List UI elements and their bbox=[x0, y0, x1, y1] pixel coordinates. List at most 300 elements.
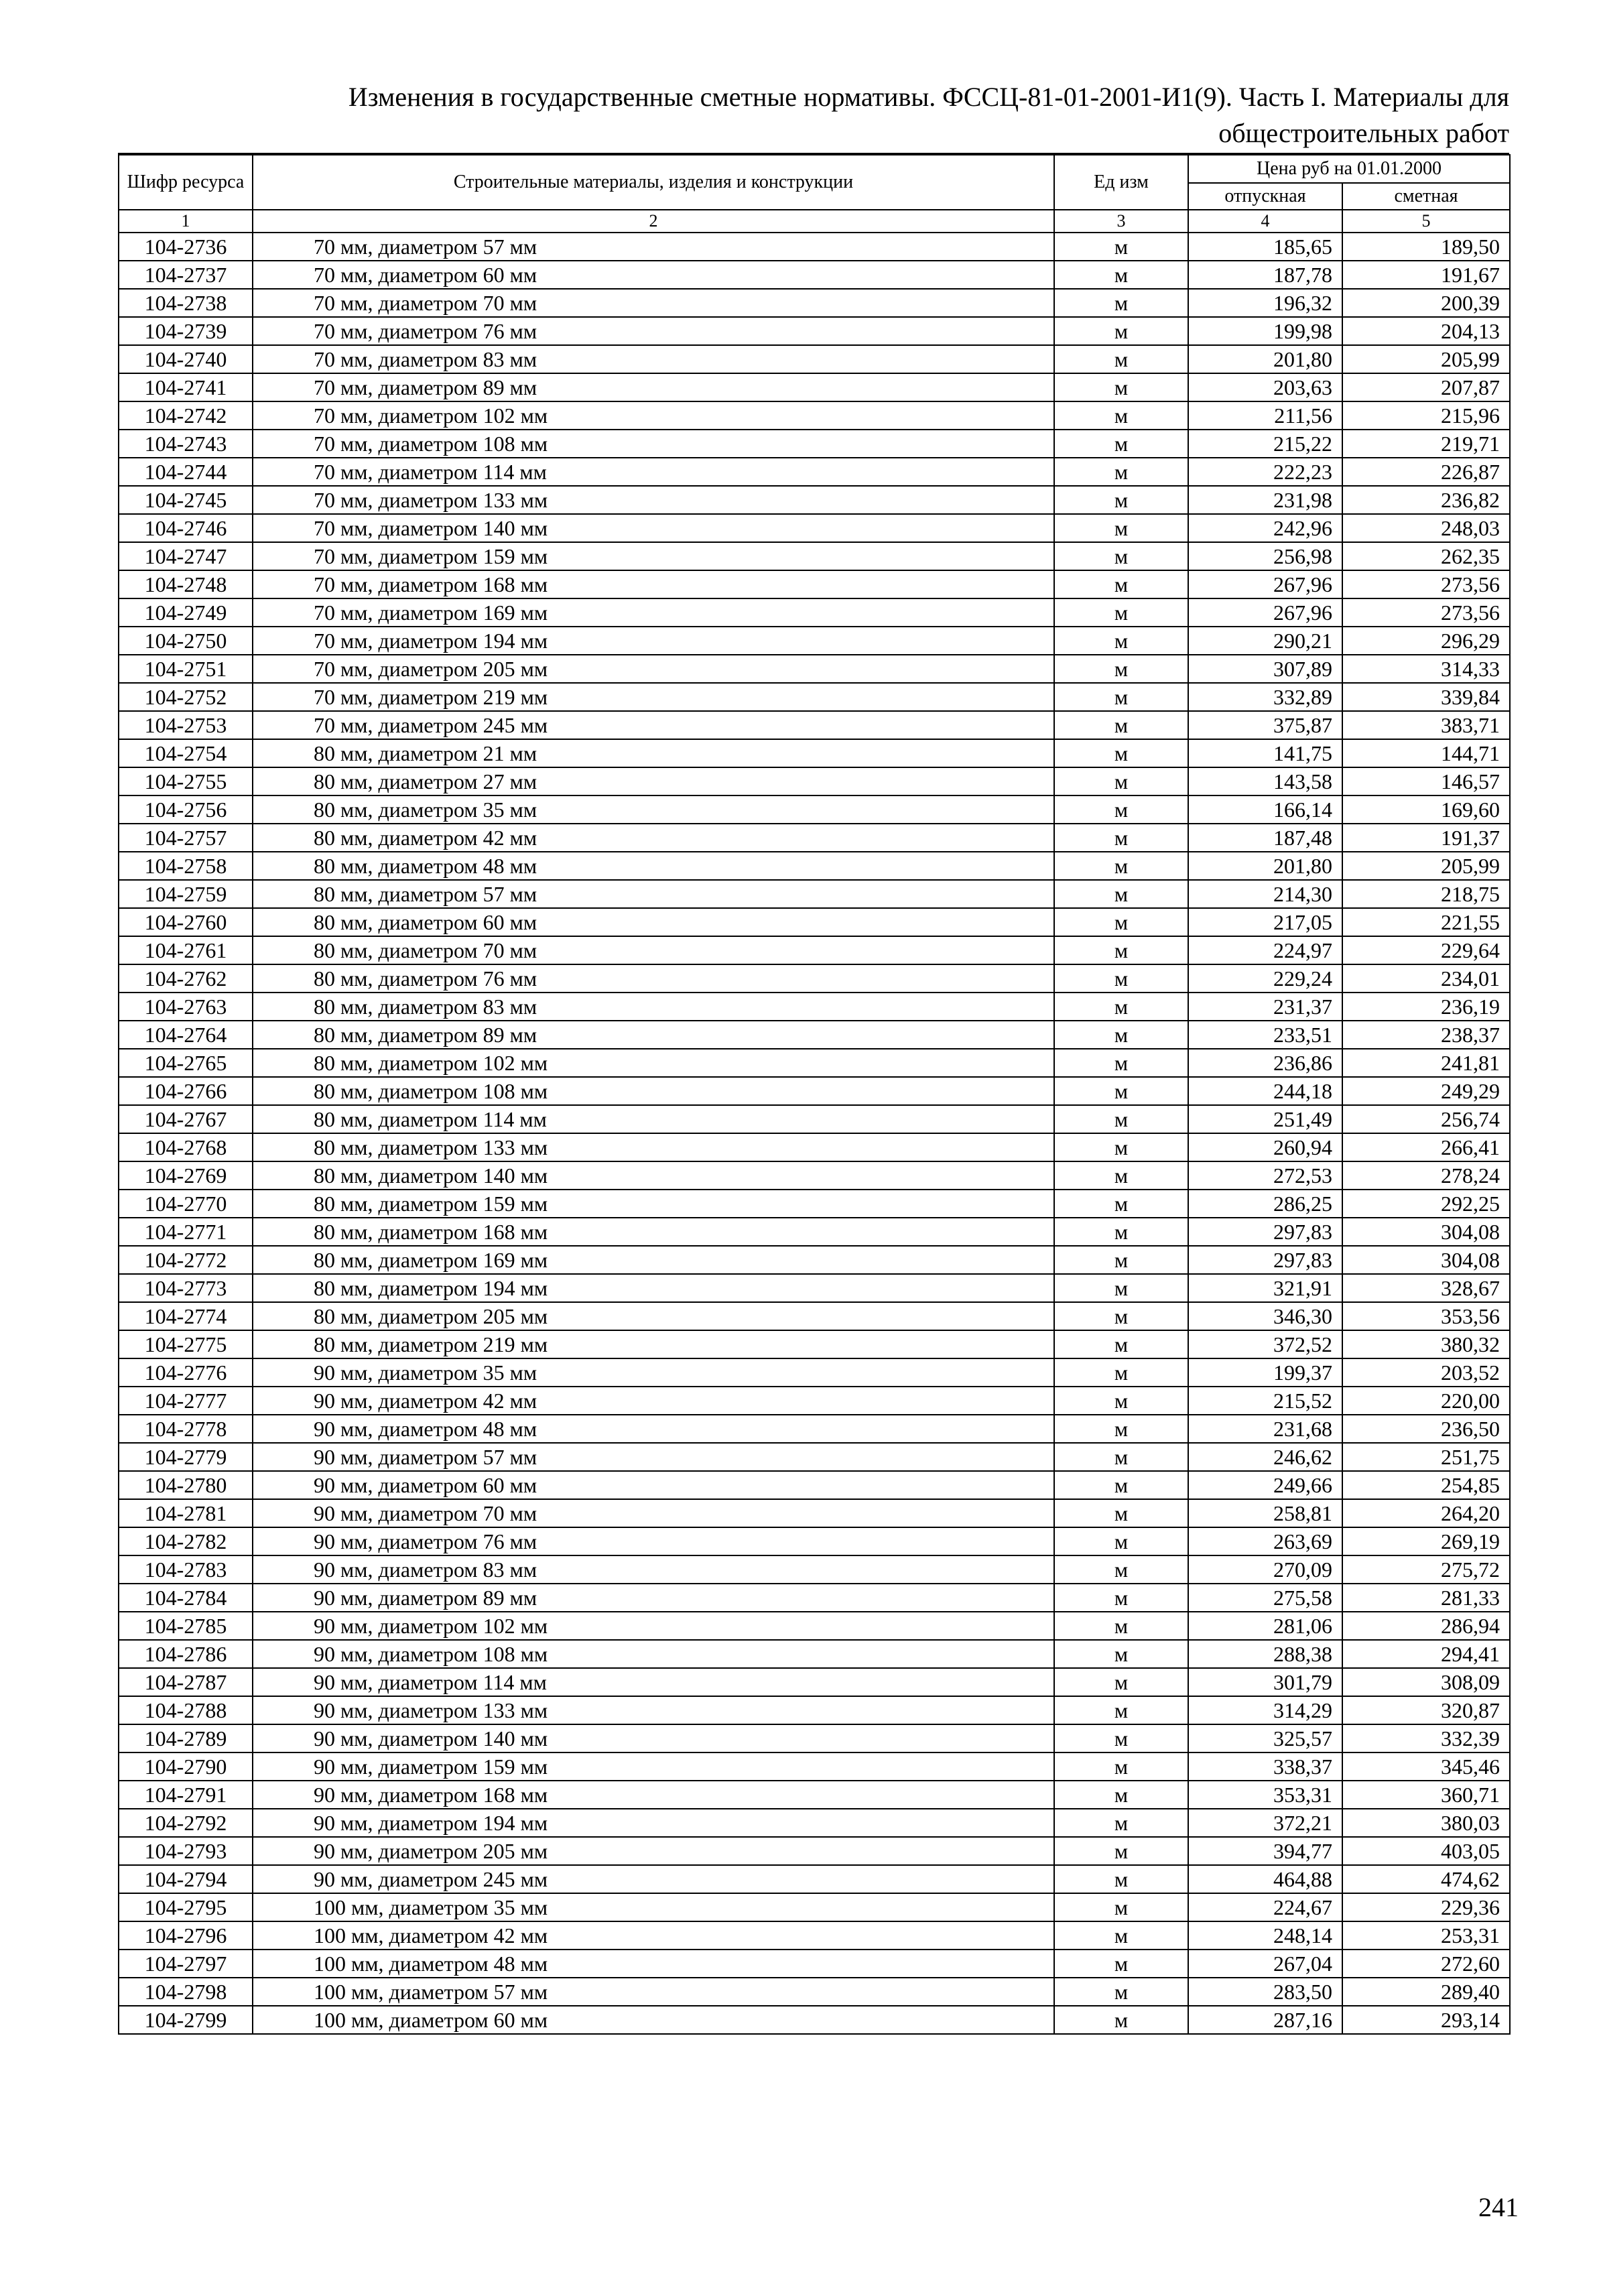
cell-release-price: 332,89 bbox=[1188, 683, 1342, 711]
cell-estimate-price: 234,01 bbox=[1342, 964, 1510, 993]
cell-estimate-price: 236,82 bbox=[1342, 486, 1510, 514]
table-row bbox=[119, 289, 1510, 317]
cell-name: 90 мм, диаметром 245 мм bbox=[253, 1865, 1054, 1893]
cell-code: 104-2773 bbox=[119, 1274, 253, 1302]
cell-unit: м bbox=[1054, 1921, 1188, 1950]
cell-release-price: 166,14 bbox=[1188, 795, 1342, 824]
column-header-release-price: отпускная bbox=[1188, 183, 1342, 210]
cell-code: 104-2751 bbox=[119, 655, 253, 683]
table-row bbox=[119, 1809, 1510, 1837]
cell-unit: м bbox=[1054, 1809, 1188, 1837]
cell-unit: м bbox=[1054, 1049, 1188, 1077]
cell-release-price: 246,62 bbox=[1188, 1443, 1342, 1471]
cell-unit: м bbox=[1054, 1246, 1188, 1274]
cell-estimate-price: 249,29 bbox=[1342, 1077, 1510, 1105]
cell-unit: м bbox=[1054, 1077, 1188, 1105]
cell-name: 90 мм, диаметром 133 мм bbox=[253, 1696, 1054, 1724]
cell-estimate-price: 272,60 bbox=[1342, 1950, 1510, 1978]
cell-code: 104-2775 bbox=[119, 1330, 253, 1358]
cell-unit: м bbox=[1054, 936, 1188, 964]
cell-code: 104-2759 bbox=[119, 880, 253, 908]
cell-release-price: 281,06 bbox=[1188, 1612, 1342, 1640]
cell-name: 90 мм, диаметром 102 мм bbox=[253, 1612, 1054, 1640]
cell-code: 104-2797 bbox=[119, 1950, 253, 1978]
cell-unit: м bbox=[1054, 1978, 1188, 2006]
cell-estimate-price: 251,75 bbox=[1342, 1443, 1510, 1471]
cell-name: 70 мм, диаметром 70 мм bbox=[253, 289, 1054, 317]
cell-code: 104-2746 bbox=[119, 514, 253, 542]
cell-name: 70 мм, диаметром 168 мм bbox=[253, 570, 1054, 598]
cell-estimate-price: 264,20 bbox=[1342, 1499, 1510, 1527]
cell-name: 70 мм, диаметром 108 мм bbox=[253, 430, 1054, 458]
table-row bbox=[119, 1330, 1510, 1358]
cell-unit: м bbox=[1054, 993, 1188, 1021]
cell-code: 104-2792 bbox=[119, 1809, 253, 1837]
cell-name: 70 мм, диаметром 133 мм bbox=[253, 486, 1054, 514]
cell-estimate-price: 339,84 bbox=[1342, 683, 1510, 711]
cell-release-price: 196,32 bbox=[1188, 289, 1342, 317]
cell-code: 104-2791 bbox=[119, 1781, 253, 1809]
cell-unit: м bbox=[1054, 1161, 1188, 1190]
cell-code: 104-2742 bbox=[119, 401, 253, 430]
cell-name: 70 мм, диаметром 89 мм bbox=[253, 373, 1054, 401]
cell-release-price: 242,96 bbox=[1188, 514, 1342, 542]
cell-code: 104-2747 bbox=[119, 542, 253, 570]
table-row bbox=[119, 1218, 1510, 1246]
cell-code: 104-2796 bbox=[119, 1921, 253, 1950]
cell-name: 70 мм, диаметром 159 мм bbox=[253, 542, 1054, 570]
cell-estimate-price: 275,72 bbox=[1342, 1555, 1510, 1584]
cell-unit: м bbox=[1054, 1696, 1188, 1724]
cell-code: 104-2768 bbox=[119, 1133, 253, 1161]
cell-code: 104-2793 bbox=[119, 1837, 253, 1865]
cell-unit: м bbox=[1054, 1499, 1188, 1527]
cell-unit: м bbox=[1054, 1752, 1188, 1781]
column-number-1: 1 bbox=[119, 210, 253, 233]
cell-release-price: 249,66 bbox=[1188, 1471, 1342, 1499]
table-row bbox=[119, 1190, 1510, 1218]
cell-estimate-price: 273,56 bbox=[1342, 598, 1510, 627]
cell-unit: м bbox=[1054, 345, 1188, 373]
cell-name: 80 мм, диаметром 108 мм bbox=[253, 1077, 1054, 1105]
cell-name: 80 мм, диаметром 21 мм bbox=[253, 739, 1054, 767]
cell-unit: м bbox=[1054, 1837, 1188, 1865]
cell-code: 104-2798 bbox=[119, 1978, 253, 2006]
cell-code: 104-2741 bbox=[119, 373, 253, 401]
table-row bbox=[119, 627, 1510, 655]
cell-release-price: 267,04 bbox=[1188, 1950, 1342, 1978]
table-row bbox=[119, 852, 1510, 880]
cell-estimate-price: 262,35 bbox=[1342, 542, 1510, 570]
table-row bbox=[119, 1837, 1510, 1865]
table-row bbox=[119, 655, 1510, 683]
column-header-code: Шифр ресурса bbox=[119, 155, 253, 210]
cell-code: 104-2743 bbox=[119, 430, 253, 458]
cell-name: 70 мм, диаметром 169 мм bbox=[253, 598, 1054, 627]
cell-unit: м bbox=[1054, 1387, 1188, 1415]
table-row bbox=[119, 1415, 1510, 1443]
table-row bbox=[119, 1358, 1510, 1387]
table-row bbox=[119, 739, 1510, 767]
cell-code: 104-2789 bbox=[119, 1724, 253, 1752]
cell-release-price: 233,51 bbox=[1188, 1021, 1342, 1049]
table-row bbox=[119, 261, 1510, 289]
cell-code: 104-2779 bbox=[119, 1443, 253, 1471]
cell-code: 104-2780 bbox=[119, 1471, 253, 1499]
cell-estimate-price: 219,71 bbox=[1342, 430, 1510, 458]
table-row bbox=[119, 1584, 1510, 1612]
cell-name: 90 мм, диаметром 76 мм bbox=[253, 1527, 1054, 1555]
table-row bbox=[119, 514, 1510, 542]
table-row bbox=[119, 1499, 1510, 1527]
table-row bbox=[119, 430, 1510, 458]
cell-estimate-price: 281,33 bbox=[1342, 1584, 1510, 1612]
cell-unit: м bbox=[1054, 880, 1188, 908]
cell-estimate-price: 286,94 bbox=[1342, 1612, 1510, 1640]
table-row bbox=[119, 458, 1510, 486]
table-row bbox=[119, 373, 1510, 401]
cell-unit: м bbox=[1054, 289, 1188, 317]
cell-code: 104-2757 bbox=[119, 824, 253, 852]
cell-estimate-price: 236,19 bbox=[1342, 993, 1510, 1021]
cell-release-price: 236,86 bbox=[1188, 1049, 1342, 1077]
cell-estimate-price: 332,39 bbox=[1342, 1724, 1510, 1752]
table-row bbox=[119, 711, 1510, 739]
cell-estimate-price: 207,87 bbox=[1342, 373, 1510, 401]
cell-release-price: 199,98 bbox=[1188, 317, 1342, 345]
cell-estimate-price: 360,71 bbox=[1342, 1781, 1510, 1809]
cell-unit: м bbox=[1054, 514, 1188, 542]
cell-release-price: 141,75 bbox=[1188, 739, 1342, 767]
cell-release-price: 185,65 bbox=[1188, 233, 1342, 261]
table-row bbox=[119, 993, 1510, 1021]
cell-unit: м bbox=[1054, 683, 1188, 711]
cell-code: 104-2765 bbox=[119, 1049, 253, 1077]
cell-code: 104-2750 bbox=[119, 627, 253, 655]
cell-code: 104-2794 bbox=[119, 1865, 253, 1893]
cell-estimate-price: 205,99 bbox=[1342, 345, 1510, 373]
cell-name: 70 мм, диаметром 83 мм bbox=[253, 345, 1054, 373]
cell-unit: м bbox=[1054, 1781, 1188, 1809]
cell-estimate-price: 191,67 bbox=[1342, 261, 1510, 289]
table-row bbox=[119, 1781, 1510, 1809]
cell-code: 104-2763 bbox=[119, 993, 253, 1021]
cell-name: 80 мм, диаметром 60 мм bbox=[253, 908, 1054, 936]
cell-code: 104-2788 bbox=[119, 1696, 253, 1724]
cell-code: 104-2745 bbox=[119, 486, 253, 514]
table-row bbox=[119, 542, 1510, 570]
table-row bbox=[119, 598, 1510, 627]
cell-estimate-price: 226,87 bbox=[1342, 458, 1510, 486]
cell-name: 90 мм, диаметром 114 мм bbox=[253, 1668, 1054, 1696]
table-row bbox=[119, 1246, 1510, 1274]
cell-unit: м bbox=[1054, 1218, 1188, 1246]
table-row bbox=[119, 880, 1510, 908]
cell-release-price: 211,56 bbox=[1188, 401, 1342, 430]
cell-release-price: 346,30 bbox=[1188, 1302, 1342, 1330]
cell-name: 80 мм, диаметром 114 мм bbox=[253, 1105, 1054, 1133]
cell-name: 70 мм, диаметром 219 мм bbox=[253, 683, 1054, 711]
cell-unit: м bbox=[1054, 1133, 1188, 1161]
table-row bbox=[119, 1527, 1510, 1555]
cell-estimate-price: 144,71 bbox=[1342, 739, 1510, 767]
cell-code: 104-2770 bbox=[119, 1190, 253, 1218]
table-row bbox=[119, 1724, 1510, 1752]
table-row bbox=[119, 1950, 1510, 1978]
cell-code: 104-2769 bbox=[119, 1161, 253, 1190]
cell-estimate-price: 238,37 bbox=[1342, 1021, 1510, 1049]
cell-estimate-price: 294,41 bbox=[1342, 1640, 1510, 1668]
cell-unit: м bbox=[1054, 1471, 1188, 1499]
cell-code: 104-2776 bbox=[119, 1358, 253, 1387]
cell-name: 100 мм, диаметром 42 мм bbox=[253, 1921, 1054, 1950]
cell-unit: м bbox=[1054, 767, 1188, 795]
cell-name: 70 мм, диаметром 114 мм bbox=[253, 458, 1054, 486]
cell-release-price: 307,89 bbox=[1188, 655, 1342, 683]
cell-name: 80 мм, диаметром 102 мм bbox=[253, 1049, 1054, 1077]
cell-name: 80 мм, диаметром 194 мм bbox=[253, 1274, 1054, 1302]
cell-release-price: 283,50 bbox=[1188, 1978, 1342, 2006]
cell-name: 80 мм, диаметром 76 мм bbox=[253, 964, 1054, 993]
cell-code: 104-2783 bbox=[119, 1555, 253, 1584]
cell-release-price: 203,63 bbox=[1188, 373, 1342, 401]
table-row bbox=[119, 1274, 1510, 1302]
table-row bbox=[119, 1865, 1510, 1893]
cell-release-price: 288,38 bbox=[1188, 1640, 1342, 1668]
cell-estimate-price: 293,14 bbox=[1342, 2006, 1510, 2034]
column-number-3: 3 bbox=[1054, 210, 1188, 233]
cell-unit: м bbox=[1054, 261, 1188, 289]
cell-unit: м bbox=[1054, 430, 1188, 458]
cell-unit: м bbox=[1054, 1612, 1188, 1640]
cell-release-price: 214,30 bbox=[1188, 880, 1342, 908]
cell-name: 90 мм, диаметром 83 мм bbox=[253, 1555, 1054, 1584]
cell-unit: м bbox=[1054, 401, 1188, 430]
cell-code: 104-2782 bbox=[119, 1527, 253, 1555]
cell-name: 100 мм, диаметром 48 мм bbox=[253, 1950, 1054, 1978]
cell-estimate-price: 256,74 bbox=[1342, 1105, 1510, 1133]
cell-code: 104-2767 bbox=[119, 1105, 253, 1133]
cell-unit: м bbox=[1054, 1950, 1188, 1978]
cell-unit: м bbox=[1054, 627, 1188, 655]
table-row bbox=[119, 1105, 1510, 1133]
cell-code: 104-2749 bbox=[119, 598, 253, 627]
cell-release-price: 267,96 bbox=[1188, 598, 1342, 627]
cell-name: 100 мм, диаметром 60 мм bbox=[253, 2006, 1054, 2034]
cell-estimate-price: 200,39 bbox=[1342, 289, 1510, 317]
cell-name: 80 мм, диаметром 168 мм bbox=[253, 1218, 1054, 1246]
cell-release-price: 338,37 bbox=[1188, 1752, 1342, 1781]
cell-name: 90 мм, диаметром 57 мм bbox=[253, 1443, 1054, 1471]
cell-name: 90 мм, диаметром 159 мм bbox=[253, 1752, 1054, 1781]
cell-estimate-price: 248,03 bbox=[1342, 514, 1510, 542]
cell-estimate-price: 203,52 bbox=[1342, 1358, 1510, 1387]
cell-release-price: 286,25 bbox=[1188, 1190, 1342, 1218]
cell-code: 104-2736 bbox=[119, 233, 253, 261]
cell-estimate-price: 229,64 bbox=[1342, 936, 1510, 964]
cell-code: 104-2762 bbox=[119, 964, 253, 993]
cell-name: 90 мм, диаметром 48 мм bbox=[253, 1415, 1054, 1443]
cell-name: 70 мм, диаметром 60 мм bbox=[253, 261, 1054, 289]
cell-estimate-price: 215,96 bbox=[1342, 401, 1510, 430]
cell-code: 104-2740 bbox=[119, 345, 253, 373]
cell-estimate-price: 169,60 bbox=[1342, 795, 1510, 824]
column-header-name: Строительные материалы, изделия и конструкции bbox=[253, 155, 1054, 210]
cell-name: 80 мм, диаметром 205 мм bbox=[253, 1302, 1054, 1330]
cell-name: 80 мм, диаметром 159 мм bbox=[253, 1190, 1054, 1218]
cell-unit: м bbox=[1054, 1105, 1188, 1133]
cell-code: 104-2778 bbox=[119, 1415, 253, 1443]
cell-code: 104-2752 bbox=[119, 683, 253, 711]
cell-name: 80 мм, диаметром 70 мм bbox=[253, 936, 1054, 964]
table-row bbox=[119, 1978, 1510, 2006]
table-row bbox=[119, 1640, 1510, 1668]
column-header-unit: Ед изм bbox=[1054, 155, 1188, 210]
cell-release-price: 353,31 bbox=[1188, 1781, 1342, 1809]
cell-release-price: 464,88 bbox=[1188, 1865, 1342, 1893]
cell-name: 80 мм, диаметром 169 мм bbox=[253, 1246, 1054, 1274]
table-row bbox=[119, 964, 1510, 993]
cell-release-price: 215,22 bbox=[1188, 430, 1342, 458]
cell-estimate-price: 304,08 bbox=[1342, 1246, 1510, 1274]
table-row bbox=[119, 908, 1510, 936]
cell-release-price: 321,91 bbox=[1188, 1274, 1342, 1302]
cell-release-price: 244,18 bbox=[1188, 1077, 1342, 1105]
cell-unit: м bbox=[1054, 852, 1188, 880]
cell-code: 104-2771 bbox=[119, 1218, 253, 1246]
cell-unit: м bbox=[1054, 1274, 1188, 1302]
table-row bbox=[119, 1049, 1510, 1077]
cell-release-price: 258,81 bbox=[1188, 1499, 1342, 1527]
cell-unit: м bbox=[1054, 1190, 1188, 1218]
table-row bbox=[119, 233, 1510, 261]
cell-code: 104-2761 bbox=[119, 936, 253, 964]
cell-release-price: 143,58 bbox=[1188, 767, 1342, 795]
cell-estimate-price: 229,36 bbox=[1342, 1893, 1510, 1921]
cell-unit: м bbox=[1054, 1724, 1188, 1752]
cell-name: 90 мм, диаметром 168 мм bbox=[253, 1781, 1054, 1809]
cell-name: 70 мм, диаметром 245 мм bbox=[253, 711, 1054, 739]
cell-name: 70 мм, диаметром 194 мм bbox=[253, 627, 1054, 655]
cell-estimate-price: 218,75 bbox=[1342, 880, 1510, 908]
table-row bbox=[119, 683, 1510, 711]
cell-name: 90 мм, диаметром 35 мм bbox=[253, 1358, 1054, 1387]
cell-unit: м bbox=[1054, 1415, 1188, 1443]
table-row bbox=[119, 1921, 1510, 1950]
table-row bbox=[119, 345, 1510, 373]
cell-code: 104-2744 bbox=[119, 458, 253, 486]
column-number-2: 2 bbox=[253, 210, 1054, 233]
cell-release-price: 231,68 bbox=[1188, 1415, 1342, 1443]
cell-estimate-price: 220,00 bbox=[1342, 1387, 1510, 1415]
cell-estimate-price: 205,99 bbox=[1342, 852, 1510, 880]
cell-release-price: 187,48 bbox=[1188, 824, 1342, 852]
materials-price-table bbox=[118, 154, 1511, 2035]
cell-release-price: 222,23 bbox=[1188, 458, 1342, 486]
cell-code: 104-2766 bbox=[119, 1077, 253, 1105]
cell-estimate-price: 191,37 bbox=[1342, 824, 1510, 852]
cell-unit: м bbox=[1054, 570, 1188, 598]
page-header bbox=[118, 79, 1509, 151]
cell-name: 80 мм, диаметром 219 мм bbox=[253, 1330, 1054, 1358]
cell-unit: м bbox=[1054, 1893, 1188, 1921]
cell-release-price: 251,49 bbox=[1188, 1105, 1342, 1133]
cell-unit: м bbox=[1054, 233, 1188, 261]
cell-unit: м bbox=[1054, 795, 1188, 824]
cell-estimate-price: 253,31 bbox=[1342, 1921, 1510, 1950]
cell-estimate-price: 146,57 bbox=[1342, 767, 1510, 795]
cell-code: 104-2760 bbox=[119, 908, 253, 936]
cell-unit: м bbox=[1054, 1555, 1188, 1584]
cell-name: 80 мм, диаметром 27 мм bbox=[253, 767, 1054, 795]
cell-code: 104-2785 bbox=[119, 1612, 253, 1640]
cell-code: 104-2738 bbox=[119, 289, 253, 317]
cell-unit: м bbox=[1054, 964, 1188, 993]
cell-name: 80 мм, диаметром 89 мм bbox=[253, 1021, 1054, 1049]
column-number-5: 5 bbox=[1342, 210, 1510, 233]
cell-estimate-price: 204,13 bbox=[1342, 317, 1510, 345]
table-row bbox=[119, 1387, 1510, 1415]
cell-estimate-price: 189,50 bbox=[1342, 233, 1510, 261]
cell-name: 70 мм, диаметром 57 мм bbox=[253, 233, 1054, 261]
cell-unit: м bbox=[1054, 598, 1188, 627]
header-title-line2: общестроительных работ bbox=[1218, 118, 1509, 148]
cell-name: 80 мм, диаметром 140 мм bbox=[253, 1161, 1054, 1190]
cell-estimate-price: 308,09 bbox=[1342, 1668, 1510, 1696]
cell-release-price: 267,96 bbox=[1188, 570, 1342, 598]
cell-code: 104-2784 bbox=[119, 1584, 253, 1612]
cell-name: 100 мм, диаметром 57 мм bbox=[253, 1978, 1054, 2006]
cell-estimate-price: 380,03 bbox=[1342, 1809, 1510, 1837]
cell-release-price: 290,21 bbox=[1188, 627, 1342, 655]
cell-unit: м bbox=[1054, 1021, 1188, 1049]
cell-estimate-price: 403,05 bbox=[1342, 1837, 1510, 1865]
cell-estimate-price: 380,32 bbox=[1342, 1330, 1510, 1358]
cell-estimate-price: 345,46 bbox=[1342, 1752, 1510, 1781]
table-row bbox=[119, 1021, 1510, 1049]
cell-unit: м bbox=[1054, 711, 1188, 739]
cell-release-price: 375,87 bbox=[1188, 711, 1342, 739]
cell-estimate-price: 266,41 bbox=[1342, 1133, 1510, 1161]
cell-estimate-price: 320,87 bbox=[1342, 1696, 1510, 1724]
table-row bbox=[119, 1302, 1510, 1330]
cell-release-price: 260,94 bbox=[1188, 1133, 1342, 1161]
cell-unit: м bbox=[1054, 458, 1188, 486]
cell-release-price: 231,37 bbox=[1188, 993, 1342, 1021]
table-row bbox=[119, 824, 1510, 852]
cell-estimate-price: 304,08 bbox=[1342, 1218, 1510, 1246]
cell-code: 104-2754 bbox=[119, 739, 253, 767]
cell-name: 80 мм, диаметром 42 мм bbox=[253, 824, 1054, 852]
table-row bbox=[119, 1133, 1510, 1161]
cell-release-price: 287,16 bbox=[1188, 2006, 1342, 2034]
cell-estimate-price: 296,29 bbox=[1342, 627, 1510, 655]
cell-unit: м bbox=[1054, 739, 1188, 767]
cell-code: 104-2748 bbox=[119, 570, 253, 598]
table-row bbox=[119, 1696, 1510, 1724]
cell-name: 90 мм, диаметром 42 мм bbox=[253, 1387, 1054, 1415]
cell-unit: м bbox=[1054, 655, 1188, 683]
cell-name: 70 мм, диаметром 140 мм bbox=[253, 514, 1054, 542]
cell-release-price: 372,52 bbox=[1188, 1330, 1342, 1358]
cell-code: 104-2777 bbox=[119, 1387, 253, 1415]
cell-code: 104-2799 bbox=[119, 2006, 253, 2034]
table-row bbox=[119, 2006, 1510, 2034]
cell-unit: м bbox=[1054, 1865, 1188, 1893]
cell-name: 100 мм, диаметром 35 мм bbox=[253, 1893, 1054, 1921]
column-header-estimate-price: сметная bbox=[1342, 183, 1510, 210]
cell-unit: м bbox=[1054, 1443, 1188, 1471]
